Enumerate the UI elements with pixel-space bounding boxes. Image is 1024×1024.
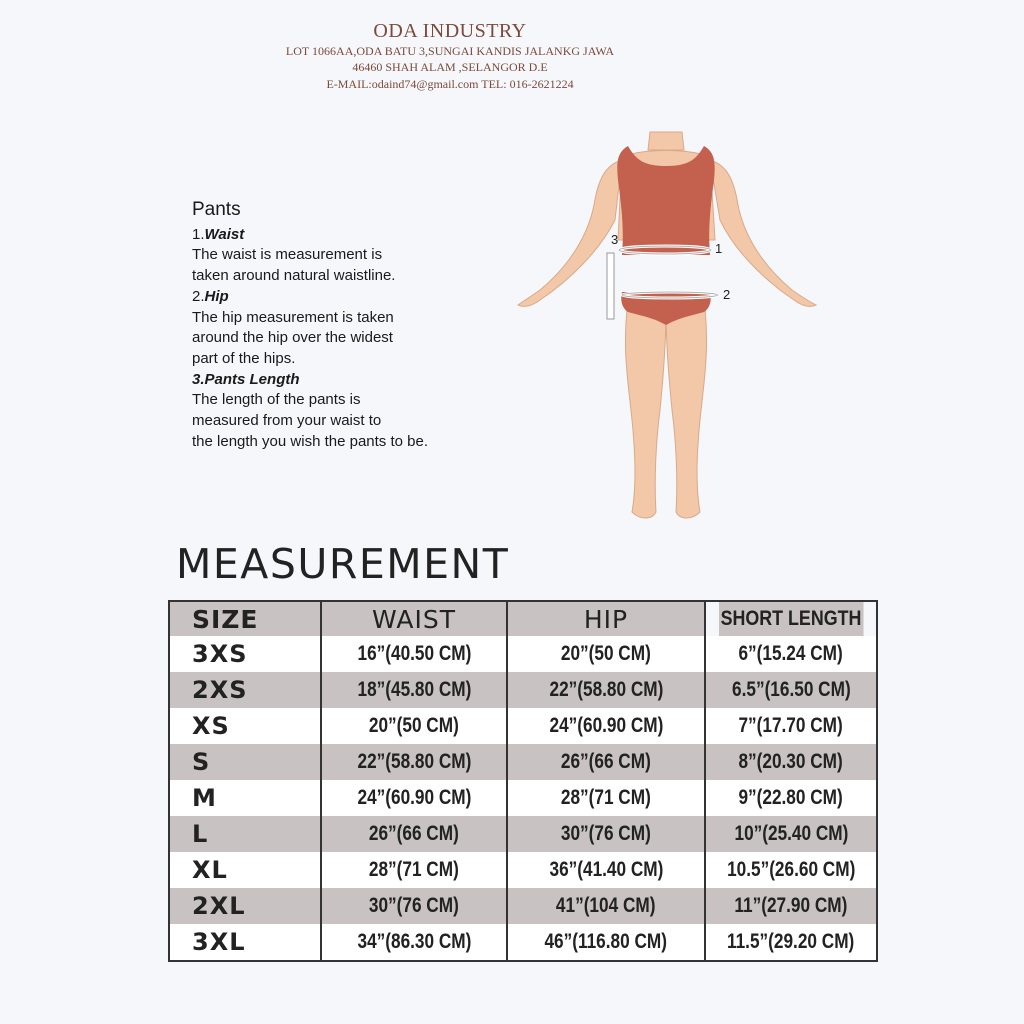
waist-cell: 20”(50 CM) xyxy=(321,708,507,744)
waist-cell: 28”(71 CM) xyxy=(321,852,507,888)
hip-cell: 22”(58.80 CM) xyxy=(507,672,705,708)
header-short-length: SHORT LENGTH xyxy=(718,601,864,636)
length-heading: 3.Pants Length xyxy=(192,370,300,388)
hip-cell: 28”(71 CM) xyxy=(507,780,705,816)
table-row xyxy=(169,744,877,780)
size-cell: XS xyxy=(169,708,321,744)
body-measurement-figure xyxy=(510,120,840,530)
size-cell: 2XL xyxy=(169,888,321,924)
header-size: SIZE xyxy=(169,601,321,636)
size-cell: 2XS xyxy=(169,672,321,708)
waist-marker-label: 1 xyxy=(715,241,723,256)
header-waist: WAIST xyxy=(321,601,507,636)
waist-cell: 18”(45.80 CM) xyxy=(321,672,507,708)
hip-cell: 41”(104 CM) xyxy=(507,888,705,924)
waist-cell: 26”(66 CM) xyxy=(321,816,507,852)
waist-cell: 22”(58.80 CM) xyxy=(321,744,507,780)
length-text-2: measured from your waist to xyxy=(192,412,382,430)
waist-cell: 34”(86.30 CM) xyxy=(321,924,507,961)
measurement-title: MEASUREMENT xyxy=(176,540,510,588)
waist-text-2: taken around natural waistline. xyxy=(192,267,396,285)
length-cell: 7”(17.70 CM) xyxy=(705,708,877,744)
table-row xyxy=(169,924,877,961)
size-cell: 3XS xyxy=(169,636,321,672)
hip-cell: 46”(116.80 CM) xyxy=(507,924,705,961)
hip-cell: 20”(50 CM) xyxy=(507,636,705,672)
size-chart-table xyxy=(168,600,878,962)
length-cell: 6.5”(16.50 CM) xyxy=(705,672,877,708)
table-row xyxy=(169,888,877,924)
hip-heading: 2.Hip xyxy=(192,287,229,305)
waist-cell: 30”(76 CM) xyxy=(321,888,507,924)
length-cell: 11.5”(29.20 CM) xyxy=(705,924,877,961)
length-cell: 6”(15.24 CM) xyxy=(705,636,877,672)
size-cell: XL xyxy=(169,852,321,888)
table-row xyxy=(169,672,877,708)
hip-cell: 24”(60.90 CM) xyxy=(507,708,705,744)
hip-text-3: part of the hips. xyxy=(192,349,296,367)
length-cell: 8”(20.30 CM) xyxy=(705,744,877,780)
length-cell: 10”(25.40 CM) xyxy=(705,816,877,852)
size-cell: M xyxy=(169,780,321,816)
hip-text-2: around the hip over the widest xyxy=(192,329,393,347)
table-row xyxy=(169,708,877,744)
table-row xyxy=(169,636,877,672)
length-cell: 11”(27.90 CM) xyxy=(705,888,877,924)
hip-cell: 30”(76 CM) xyxy=(507,816,705,852)
waist-cell: 16”(40.50 CM) xyxy=(321,636,507,672)
waist-text-1: The waist is measurement is xyxy=(192,246,383,264)
instructions-title: Pants xyxy=(192,199,241,220)
waist-heading: 1.Waist xyxy=(192,225,245,243)
table-header-row xyxy=(169,601,877,636)
address-line-2: 46460 SHAH ALAM ,SELANGOR D.E xyxy=(352,60,548,74)
length-cell: 9”(22.80 CM) xyxy=(705,780,877,816)
waist-cell: 24”(60.90 CM) xyxy=(321,780,507,816)
size-cell: 3XL xyxy=(169,924,321,961)
length-cell: 10.5”(26.60 CM) xyxy=(705,852,877,888)
hip-marker-label: 2 xyxy=(723,287,731,302)
length-text-1: The length of the pants is xyxy=(192,391,361,409)
size-cell: L xyxy=(169,816,321,852)
hip-text-1: The hip measurement is taken xyxy=(192,308,394,326)
company-name: ODA INDUSTRY xyxy=(373,20,527,42)
hip-cell: 36”(41.40 CM) xyxy=(507,852,705,888)
table-row xyxy=(169,780,877,816)
address-line-1: LOT 1066AA,ODA BATU 3,SUNGAI KANDIS JALANKG JAWA xyxy=(285,44,615,58)
size-cell: S xyxy=(169,744,321,780)
contact-line: E-MAIL:odaind74@gmail.com TEL: 016-2621224 xyxy=(326,77,574,91)
table-row xyxy=(169,852,877,888)
table-row xyxy=(169,816,877,852)
hip-cell: 26”(66 CM) xyxy=(507,744,705,780)
header-hip: HIP xyxy=(507,601,705,636)
length-text-3: the length you wish the pants to be. xyxy=(192,432,428,450)
length-marker-label: 3 xyxy=(611,232,619,247)
body-illustration xyxy=(518,132,816,518)
measurement-instructions xyxy=(192,200,522,452)
